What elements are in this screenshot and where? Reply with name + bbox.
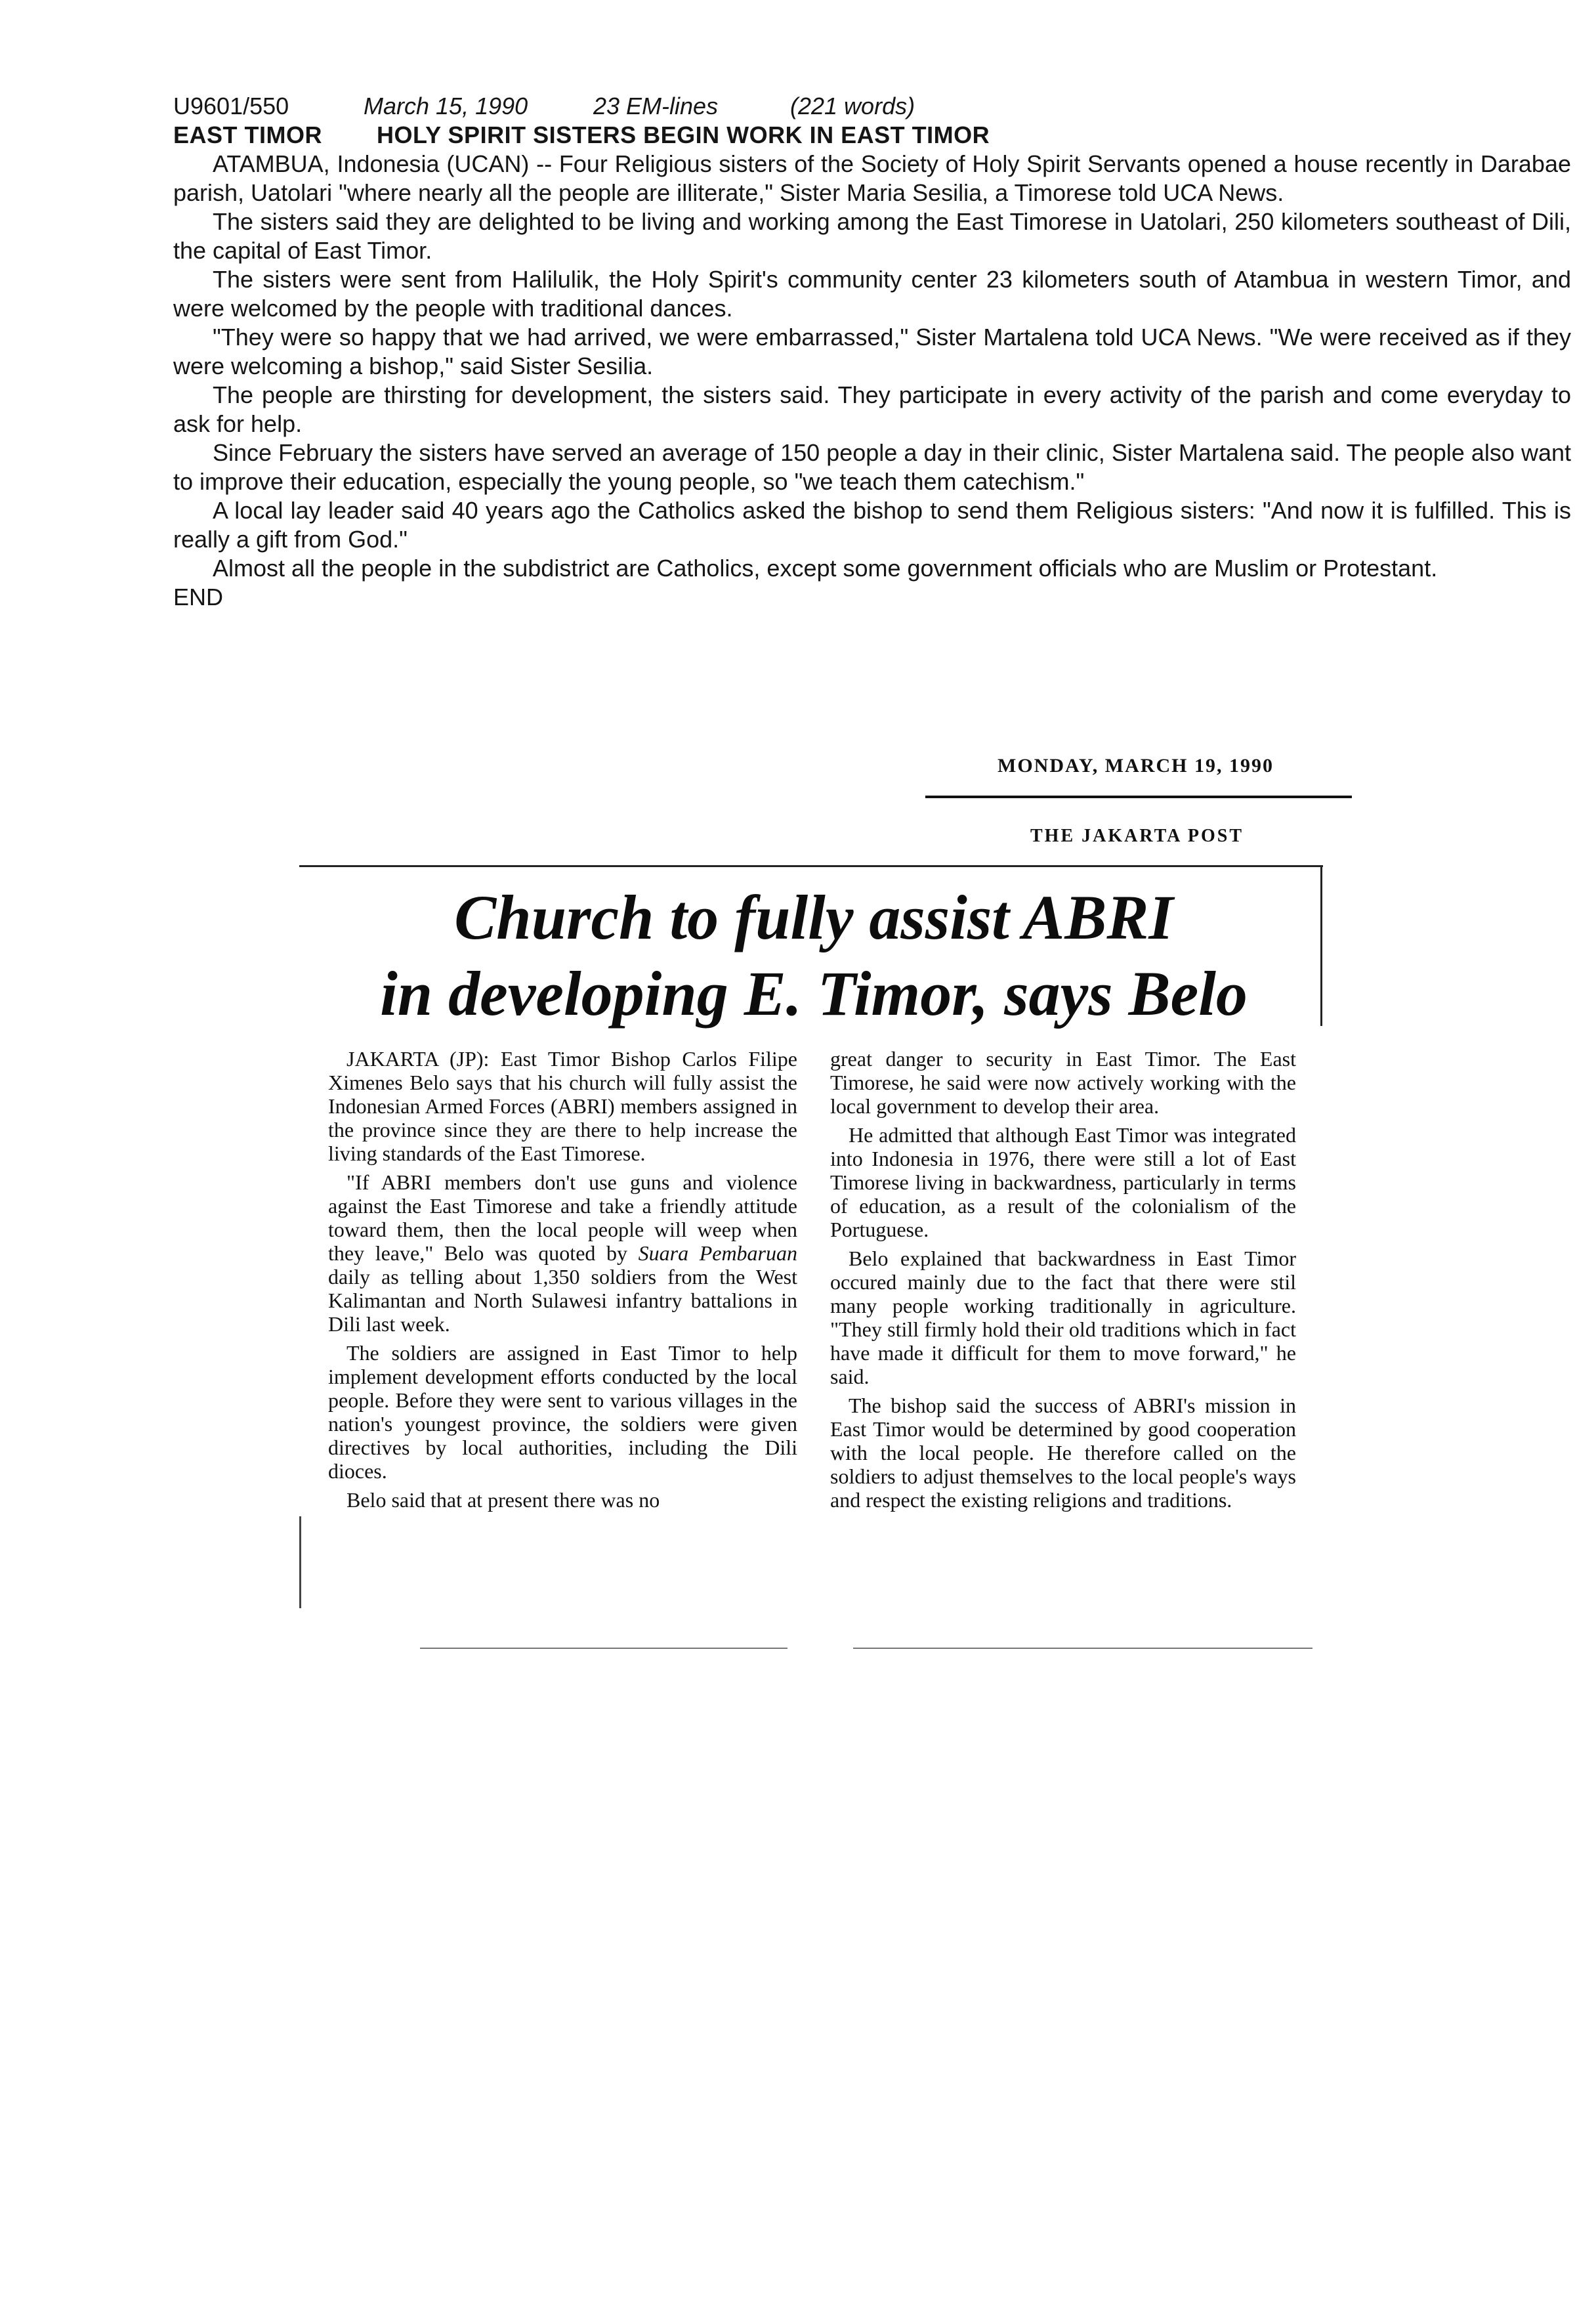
- clipping-headline: [302, 880, 1326, 1032]
- clipping-headline-line-1: Church to fully assist ABRI: [454, 882, 1173, 952]
- dispatch-paragraph: The people are thirsting for development, the sisters said. They participate in every activity of the parish and come everyday to ask for help.: [173, 381, 1571, 437]
- dispatch-line-count: 23 EM-lines: [593, 93, 719, 119]
- date-divider: [925, 796, 1352, 798]
- dispatch-paragraph: A local lay leader said 40 years ago the Catholics asked the bishop to send them Religious sisters: "And now it is fulfilled. This is really a gift from God.": [173, 497, 1571, 553]
- clipping-left-border: [299, 1516, 301, 1608]
- clipping-headline-line-2: in developing E. Timor, says Belo: [380, 958, 1248, 1029]
- dispatch-paragraph: Since February the sisters have served an average of 150 people a day in their clinic, Sister Martalena said. The people also want to improve their education, especially the young people, so "we teach them catechism.": [173, 439, 1571, 495]
- dispatch-date: March 15, 1990: [364, 93, 528, 119]
- dispatch-code: U9601/550: [173, 93, 289, 119]
- clipping-text: "If ABRI members don't use guns and violence against the East Timorese and take a friendly attitude toward them, then the local people will weep when they leave," Belo was quoted by: [328, 1170, 797, 1265]
- dispatch-paragraph: The sisters were sent from Halilulik, the Holy Spirit's community center 23 kilometers south of Atambua in western Timor, and were welcomed by the people with traditional dances.: [173, 266, 1571, 322]
- dispatch-headline-line: [173, 121, 1571, 150]
- clipping-top-border: [299, 865, 1323, 867]
- dispatch-paragraph: "They were so happy that we had arrived, we were embarrassed," Sister Martalena told UCA News. "We were received as if they were welcoming a bishop," said Sister Sesilia.: [173, 324, 1571, 379]
- newspaper-name: THE JAKARTA POST: [1030, 826, 1244, 846]
- dispatch-meta-line: [173, 92, 1571, 121]
- dispatch-paragraph: ATAMBUA, Indonesia (UCAN) -- Four Religious sisters of the Society of Holy Spirit Servants opened a house recently in Darabae parish, Uatolari "where nearly all the people are illiterate," Sister Maria Sesilia, a Timorese told UCA News.: [173, 150, 1571, 206]
- clipping-paragraph: He admitted that although East Timor was integrated into Indonesia in 1976, there were still a lot of East Timorese living in backwardness, particularly in terms of education, as a result of the colonialism of the Portuguese.: [830, 1123, 1296, 1241]
- clipping-paragraph: JAKARTA (JP): East Timor Bishop Carlos Filipe Ximenes Belo says that his church will fully assist the Indonesian Armed Forces (ABRI) members assigned in the province since they are there to help increase the living standards of the East Timorese.: [328, 1047, 797, 1165]
- clipping-date: MONDAY, MARCH 19, 1990: [998, 755, 1274, 777]
- clipping-paragraph: Belo explained that backwardness in East Timor occured mainly due to the fact that there were stil many people working traditionally in agriculture. "They still firmly hold their old traditions which in fact have made it difficult for them to move forward," he said.: [830, 1247, 1296, 1388]
- clipping-paragraph: [328, 1170, 797, 1336]
- clipping-paragraph: great danger to security in East Timor. The East Timorese, he said were now actively working with the local government to develop their area.: [830, 1047, 1296, 1118]
- dispatch-paragraph: Almost all the people in the subdistrict are Catholics, except some government officials who are Muslim or Protestant.: [213, 555, 1438, 582]
- clipping-paragraph: The soldiers are assigned in East Timor to help implement development efforts conducted by the local people. Before they were sent to various villages in the nation's youngest province, the soldiers were given directives by local authorities, including the Dili dioces.: [328, 1341, 797, 1483]
- clipping-paragraph: The bishop said the success of ABRI's mission in East Timor would be determined by good cooperation with the local people. He therefore called on the soldiers to adjust themselves to the local people's ways and respect the existing religions and traditions.: [830, 1394, 1296, 1512]
- clipping-bottom-border: [853, 1648, 1312, 1649]
- clipping-text: daily as telling about 1,350 soldiers from the West Kalimantan and North Sulawesi infantry battalions in Dili last week.: [328, 1265, 797, 1336]
- dispatch-paragraph: The sisters said they are delighted to be living and working among the East Timorese in Uatolari, 250 kilometers southeast of Dili, the capital of East Timor.: [173, 208, 1571, 264]
- clipping-left-column: [328, 1047, 797, 1517]
- publication-name: Suara Pembaruan: [638, 1241, 798, 1265]
- clipping-bottom-border: [420, 1648, 788, 1649]
- dispatch-article: [173, 92, 1571, 612]
- clipping-paragraph: Belo said that at present there was no: [346, 1488, 660, 1512]
- dispatch-slug: EAST TIMOR: [173, 121, 322, 148]
- dispatch-end-marker: END: [173, 584, 224, 610]
- dispatch-headline: HOLY SPIRIT SISTERS BEGIN WORK IN EAST TIMOR: [377, 121, 990, 148]
- dispatch-word-count: (221 words): [790, 93, 915, 119]
- clipping-right-column: [830, 1047, 1296, 1517]
